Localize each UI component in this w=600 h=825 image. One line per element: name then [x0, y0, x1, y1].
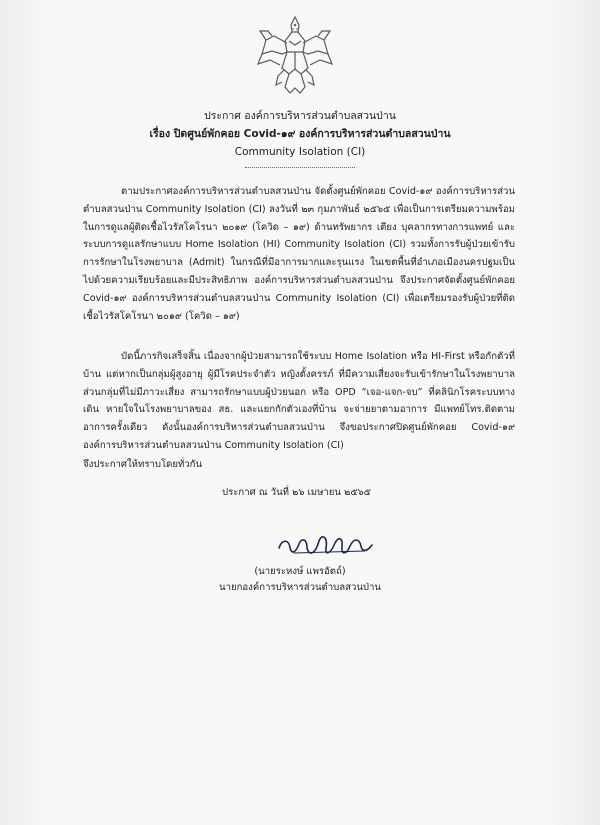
announcement-subject-sub: Community Isolation (CI)	[234, 146, 366, 158]
paragraph-1: ตามประกาศองค์การบริหารส่วนตำบลสวนป่าน จัดตั้งศูนย์พักคอย Covid-๑๙ องค์การบริหารส่วนตำบลสวนป่าน Community Isolation (CI) ลงวันที่ ๒๓ กุมภาพันธ์ ๒๕๖๕ เพื่อเป็นการเตรียมความพร้อมในการดูแลผู้ติดเชื้อไวรัสโคโรนา ๒๐๑๙ (โควิด – ๑๙) ด้านทรัพยากร เตียง บุคลากรทางการแพทย์ และระบบการดูแลรักษาแบบ Home Isolation (HI) Community Isolation (CI) รวมทั้งการรับผู้ป่วยเข้ารับการรักษาในโรงพยาบาล (Admit) ในกรณีที่มีอาการมากและรุนแรง ในเขตพื้นที่อำเภอเมืองนครปฐมเป็นไปด้วยความเรียบร้อยและมีประสิทธิภาพ องค์การบริหารส่วนตำบลสวนป่าน จึงประกาศจัดตั้งศูนย์พักคอย Covid-๑๙ องค์การบริหารส่วนตำบลสวนป่าน Community Isolation (CI) เพื่อเตรียมรองรับผู้ป่วยที่ติดเชื้อไวรัสโคโรนา ๒๐๑๙ (โควิด – ๑๙)	[83, 186, 515, 322]
paragraph-2: บัดนี้ภารกิจเสร็จสิ้น เนื่องจากผู้ป่วยสามารถใช้ระบบ Home Isolation หรือ HI-First หรือกักตัวที่บ้าน แต่หากเป็นกลุ่มผู้สูงอายุ ผู้มีโรคประจำตัว หญิงตั้งครรภ์ ที่มีความเสี่ยงจะรับเข้ารักษาในโรงพยาบาล ส่วนกลุ่มที่ไม่มีภาวะเสี่ยง สามารถรักษาแบบผู้ป่วยนอก หรือ OPD “เจอ-แจก-จบ” ที่คลินิกโรคระบบทางเดิน หายใจในโรงพยาบาลของ สธ. และแยกกักตัวเองที่บ้าน จะจ่ายยาตามอาการ มีแพทย์โทร.ติดตามอาการครั้งเดียว ดังนั้นองค์การบริหารส่วนตำบลสวนป่าน จึงขอประกาศปิดศูนย์พักคอย Covid-๑๙ องค์การบริหารส่วนตำบลสวนป่าน Community Isolation (CI)	[83, 351, 515, 451]
announcement-subject: เรื่อง ปิดศูนย์พักคอย Covid-๑๙ องค์การบริหารส่วนตำบลสวนป่าน	[149, 128, 451, 140]
announcement-date: ประกาศ ณ วันที่ ๒๖ เมษายน ๒๕๖๕	[222, 487, 371, 498]
garuda-emblem-icon	[254, 10, 336, 98]
paragraph-3: จึงประกาศให้ทราบโดยทั่วกัน	[83, 459, 203, 470]
signatory-name: (นายระหงษ์ แพรอัตถ์)	[254, 566, 346, 577]
dotted-divider	[245, 167, 355, 168]
signature-scribble-icon	[272, 528, 382, 562]
signatory-title: นายกองค์การบริหารส่วนตำบลสวนป่าน	[219, 582, 381, 593]
announcement-heading: ประกาศ องค์การบริหารส่วนตำบลสวนป่าน	[204, 110, 396, 122]
